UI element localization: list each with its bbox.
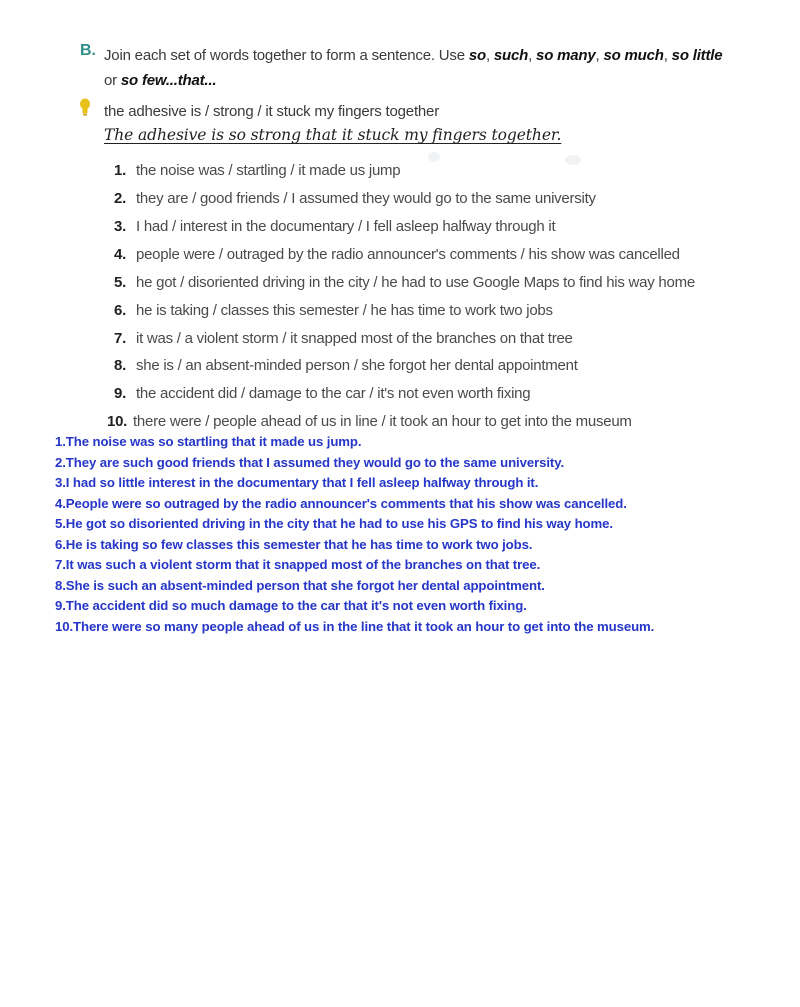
keyword-so-many: so many <box>536 47 596 64</box>
keyword-such: such <box>493 47 529 64</box>
item-text: there were / people ahead of us in line / it took an hour to get into the museum <box>133 413 632 430</box>
instructions <box>104 43 744 93</box>
keyword-so-much: so much <box>603 47 664 64</box>
item-number: 10. <box>107 413 128 430</box>
separator: , <box>595 47 604 64</box>
item-number: 3. <box>114 218 127 235</box>
item-text: people were / outraged by the radio announcer's comments / his show was cancelled <box>136 246 680 263</box>
keyword-so-few-that: so few...that... <box>120 72 217 89</box>
item-number: 6. <box>114 302 127 319</box>
answer-line: 6.He is taking so few classes this semester that he has time to work two jobs. <box>55 536 533 552</box>
item-number: 5. <box>114 274 127 291</box>
example-prompt: the adhesive is / strong / it stuck my fingers together <box>104 103 439 120</box>
item-text: he got / disoriented driving in the city / he had to use Google Maps to find his way home <box>136 274 695 291</box>
answer-line: 9.The accident did so much damage to the car that it's not even worth fixing. <box>55 598 527 613</box>
scan-smudge <box>428 152 440 162</box>
keyword-so: so <box>468 47 486 64</box>
instructions-or: or <box>104 72 121 89</box>
separator: , <box>663 47 672 64</box>
item-number: 7. <box>114 330 127 347</box>
scan-smudge <box>565 155 581 165</box>
answer-line: 10.There were so many people ahead of us in the line that it took an hour to get into the museum. <box>55 618 655 634</box>
answer-line: 1.The noise was so startling that it made us jump. <box>55 434 362 449</box>
item-text: the accident did / damage to the car / it's not even worth fixing <box>136 385 531 402</box>
separator: , <box>485 47 494 64</box>
answer-list <box>55 432 755 637</box>
item-number: 2. <box>114 190 127 207</box>
lightbulb-icon <box>79 98 91 120</box>
keyword-so-little: so little <box>671 47 723 64</box>
item-text: I had / interest in the documentary / I fell asleep halfway through it <box>136 218 556 235</box>
section-letter: B. <box>80 42 96 59</box>
item-text: it was / a violent storm / it snapped most of the branches on that tree <box>136 330 573 347</box>
instructions-text: Join each set of words together to form a sentence. Use <box>104 47 469 64</box>
item-number: 8. <box>114 357 127 374</box>
item-number: 4. <box>114 246 127 263</box>
example-answer: The adhesive is so strong that it stuck my fingers together. <box>104 126 562 144</box>
answer-line: 3.I had so little interest in the documentary that I fell asleep halfway through it. <box>55 475 539 490</box>
answer-line: 8.She is such an absent-minded person that she forgot her dental appointment. <box>55 577 545 593</box>
separator: , <box>528 47 537 64</box>
item-text: they are / good friends / I assumed they would go to the same university <box>136 190 596 207</box>
item-number: 9. <box>114 385 127 402</box>
item-text: she is / an absent-minded person / she forgot her dental appointment <box>136 357 578 374</box>
answer-line: 5.He got so disoriented driving in the city that he had to use his GPS to find his way home. <box>55 516 613 531</box>
answer-line: 2.They are such good friends that I assumed they would go to the same university. <box>55 454 565 470</box>
answer-line: 4.People were so outraged by the radio announcer's comments that his show was cancelled. <box>55 495 627 511</box>
item-text: the noise was / startling / it made us jump <box>136 162 401 179</box>
answer-line: 7.It was such a violent storm that it snapped most of the branches on that tree. <box>55 557 541 572</box>
item-number: 1. <box>114 162 127 179</box>
item-text: he is taking / classes this semester / he has time to work two jobs <box>136 302 553 319</box>
